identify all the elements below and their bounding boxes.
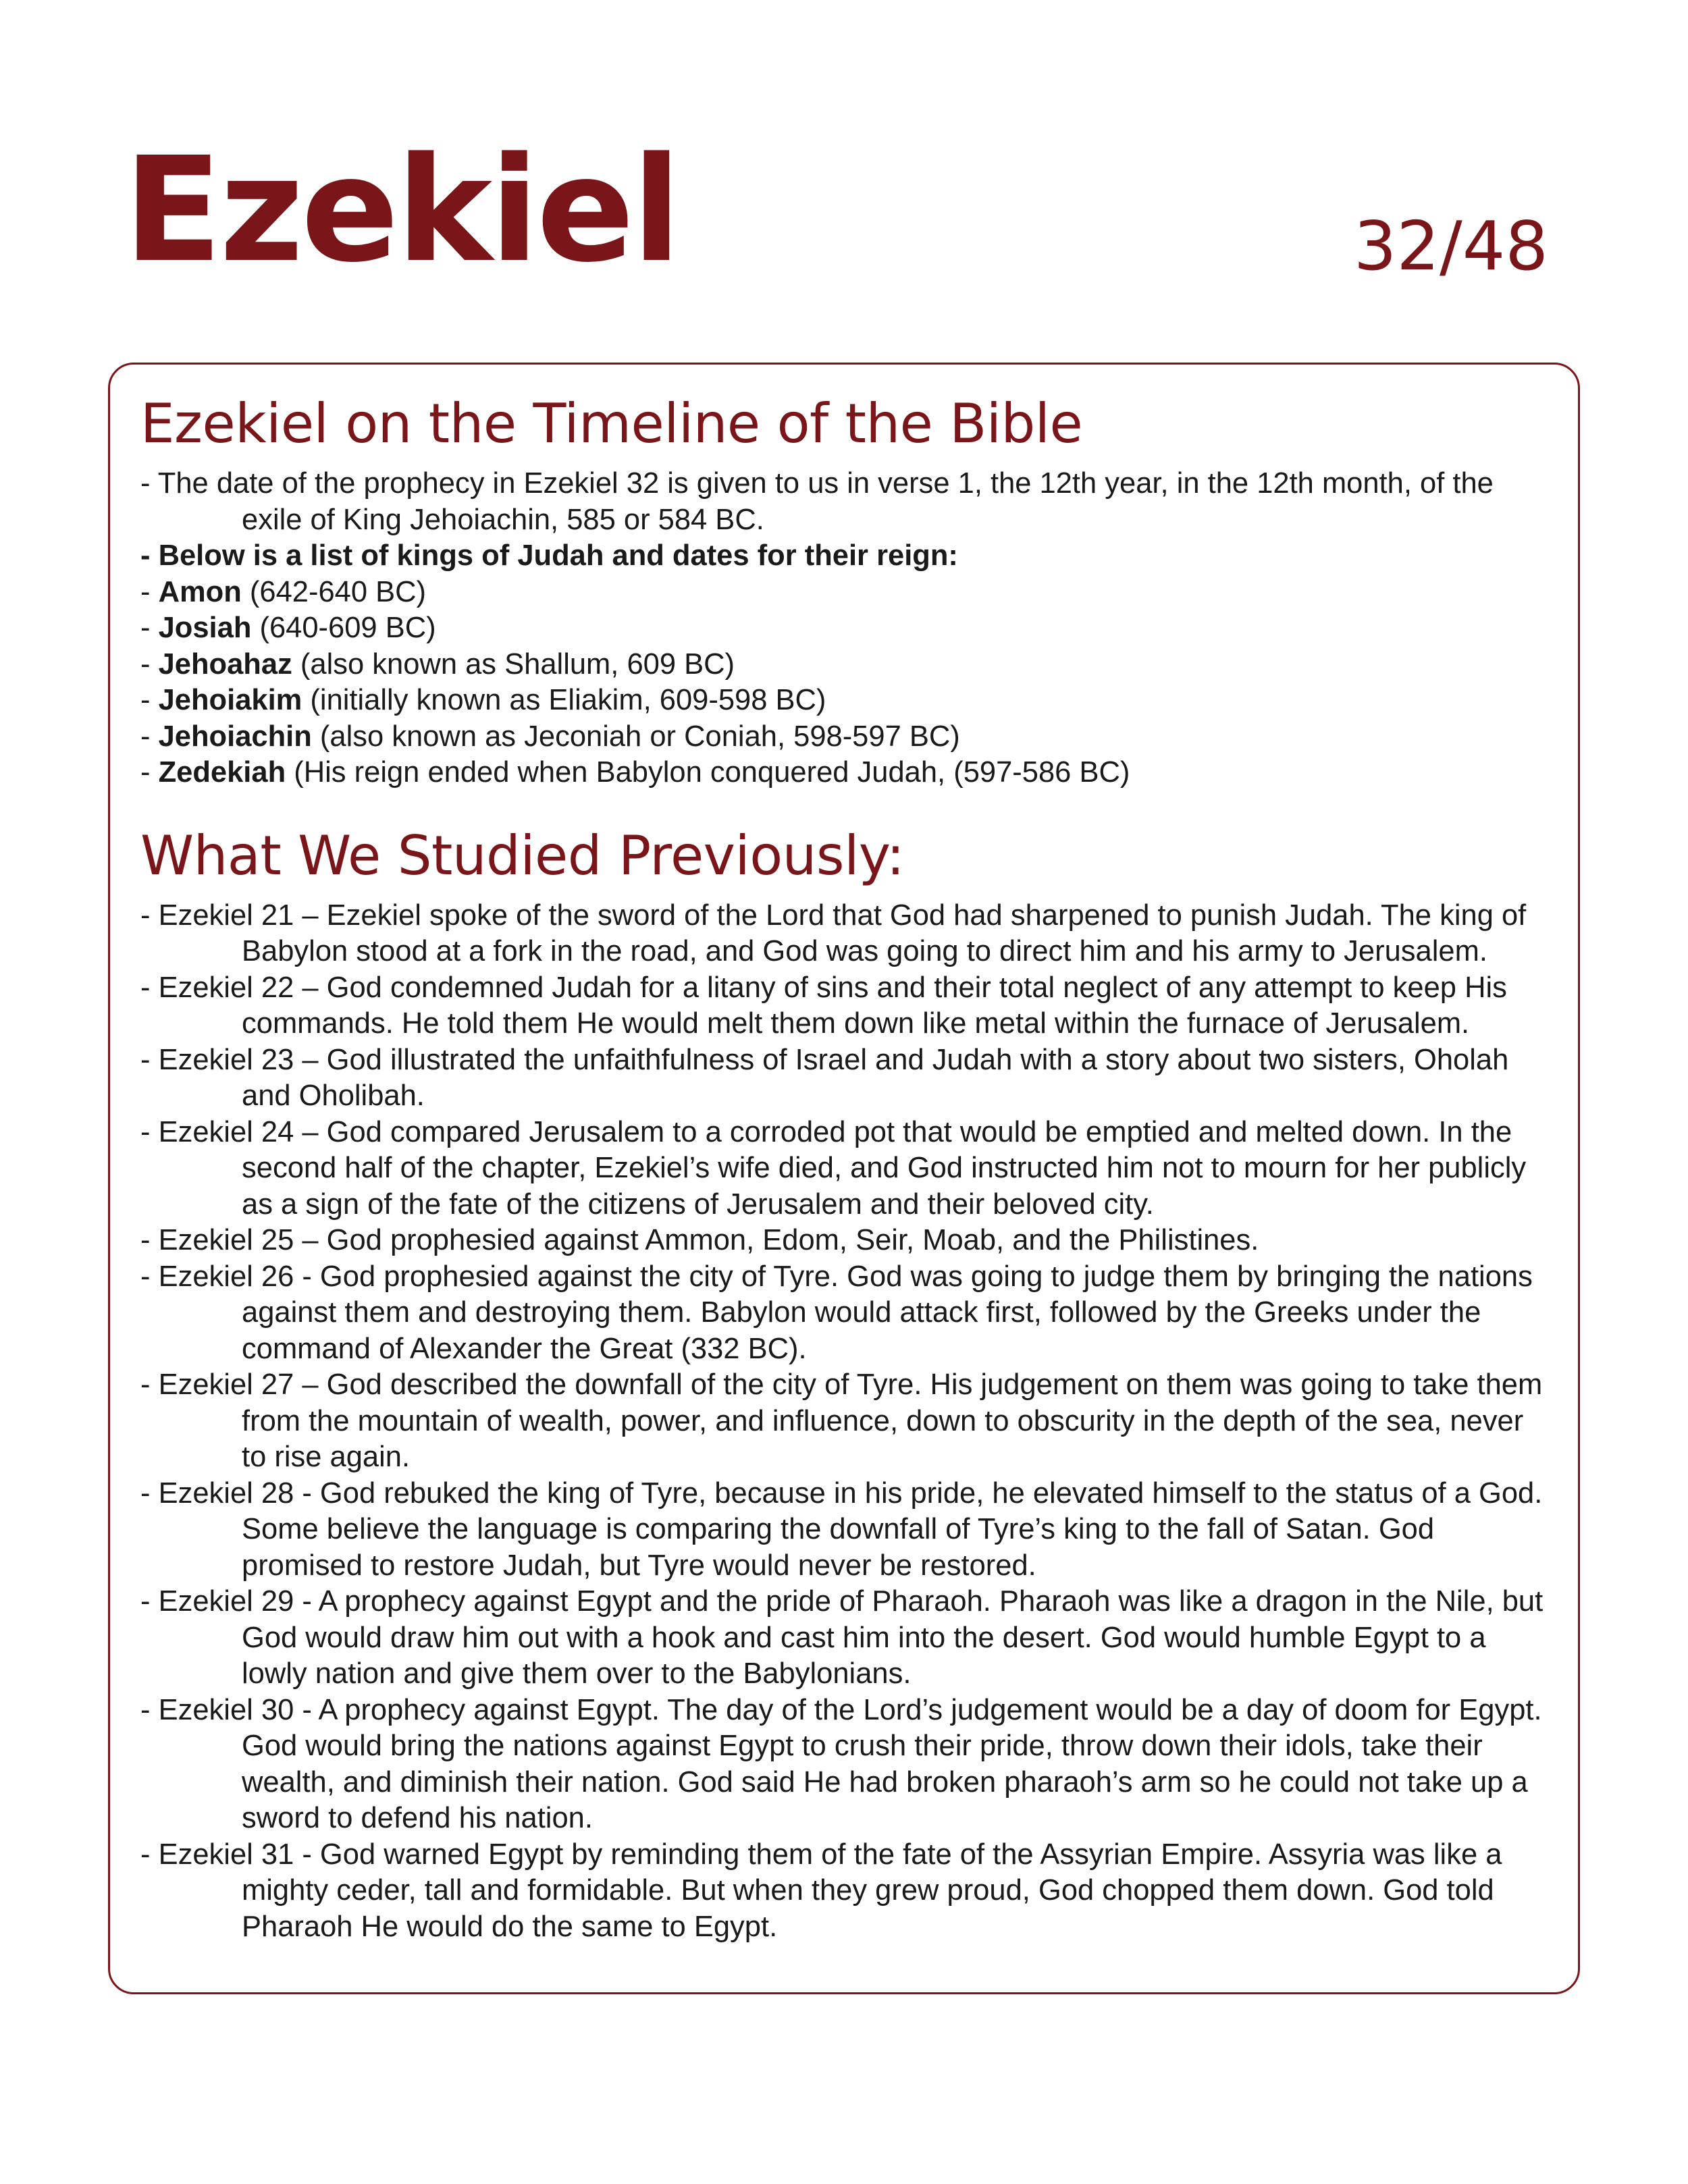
king-detail: (642-640 BC) xyxy=(241,575,427,608)
king-detail: (His reign ended when Babylon conquered Judah, (597-586 BC) xyxy=(286,756,1130,789)
timeline-list xyxy=(140,466,1551,791)
study-item: - Ezekiel 24 – God compared Jerusalem to a corroded pot that would be emptied and melted down. In the second half of the chapter, Ezekiel’s wife died, and God instructed him not to mourn for her publicly as a sign of the fate of the citizens of Jerusalem and their beloved city. xyxy=(140,1115,1527,1221)
timeline-intro: - The date of the prophecy in Ezekiel 32 is given to us in verse 1, the 12th year, in the 12th month, of the exile of King Jehoiachin, 585 or 584 BC. xyxy=(140,467,1494,536)
king-prefix: - xyxy=(140,647,159,681)
king-detail: (640-609 BC) xyxy=(251,612,436,644)
study-item: - Ezekiel 26 - God prophesied against the city of Tyre. God was going to judge them by bringing the nations against them and destroying them. Babylon would attack first, followed by the Greeks under the command of Alexander the Great (332 BC). xyxy=(140,1260,1533,1365)
king-detail: (also known as Shallum, 609 BC) xyxy=(292,647,735,681)
content-box xyxy=(108,363,1580,1994)
study-item: - Ezekiel 29 - A prophecy against Egypt and the pride of Pharaoh. Pharaoh was like a dragon in the Nile, but God would draw him out with a hook and cast him into the desert. God would humble Egypt to a lowly nation and give them over to the Babylonians. xyxy=(140,1585,1544,1690)
king-name: Amon xyxy=(158,575,242,608)
king-prefix: - xyxy=(140,612,159,644)
king-name: Jehoiachin xyxy=(158,720,312,753)
study-item: - Ezekiel 22 – God condemned Judah for a litany of sins and their total neglect of any attempt to keep His commands. He told them He would melt them down like metal within the furnace of Jerusalem. xyxy=(140,971,1507,1040)
king-item xyxy=(140,683,1551,719)
previous-heading: What We Studied Previously: xyxy=(140,824,905,887)
timeline-heading: Ezekiel on the Timeline of the Bible xyxy=(140,392,1083,455)
king-detail: (also known as Jeconiah or Coniah, 598-597 BC) xyxy=(311,720,960,753)
previous-list xyxy=(140,898,1551,1946)
king-name: Zedekiah xyxy=(158,756,286,789)
king-prefix: - xyxy=(140,756,159,789)
king-item xyxy=(140,610,1551,647)
king-item xyxy=(140,719,1551,755)
king-item xyxy=(140,647,1551,683)
study-item: - Ezekiel 27 – God described the downfall of the city of Tyre. His judgement on them was going to take them from the mountain of wealth, power, and influence, down to obscurity in the depth of the sea, never to rise again. xyxy=(140,1368,1543,1473)
study-item: - Ezekiel 30 - A prophecy against Egypt. The day of the Lord’s judgement would be a day of doom for Egypt. God would bring the nations against Egypt to crush their pride, throw down their idols, take their wealth, and diminish their nation. God said He had broken pharaoh’s arm so he could not take up a sword to defend his nation. xyxy=(140,1693,1542,1834)
study-item: - Ezekiel 23 – God illustrated the unfaithfulness of Israel and Judah with a story about two sisters, Oholah and Oholibah. xyxy=(140,1043,1509,1112)
study-item: - Ezekiel 25 – God prophesied against Ammon, Edom, Seir, Moab, and the Philistines. xyxy=(140,1224,1259,1256)
king-detail: (initially known as Eliakim, 609-598 BC) xyxy=(302,684,826,716)
page-title: Ezekiel xyxy=(124,126,679,294)
king-item xyxy=(140,575,1551,611)
page-number: 32/48 xyxy=(1353,207,1548,286)
study-item: - Ezekiel 21 – Ezekiel spoke of the sword of the Lord that God had sharpened to punish Judah. The king of Babylon stood at a fork in the road, and God was going to direct him and his army to Jerusalem. xyxy=(140,899,1527,967)
king-prefix: - xyxy=(140,720,159,753)
king-item xyxy=(140,755,1551,791)
king-name: Jehoahaz xyxy=(158,647,292,681)
king-name: Josiah xyxy=(158,612,252,644)
kings-list-heading: - Below is a list of kings of Judah and dates for their reign: xyxy=(140,539,958,572)
king-prefix: - xyxy=(140,575,159,608)
study-item: - Ezekiel 28 - God rebuked the king of Tyre, because in his pride, he elevated himself to the status of a God. Some believe the language is comparing the downfall of Tyre’s king to the fall of Satan. God promised to restore Judah, but Tyre would never be restored. xyxy=(140,1476,1543,1582)
king-prefix: - xyxy=(140,684,159,716)
study-item: - Ezekiel 31 - God warned Egypt by reminding them of the fate of the Assyrian Empire. Assyria was like a mighty ceder, tall and formidable. But when they grew proud, God chopped them down. God told Pharaoh He would do the same to Egypt. xyxy=(140,1838,1502,1943)
king-name: Jehoiakim xyxy=(158,684,302,716)
